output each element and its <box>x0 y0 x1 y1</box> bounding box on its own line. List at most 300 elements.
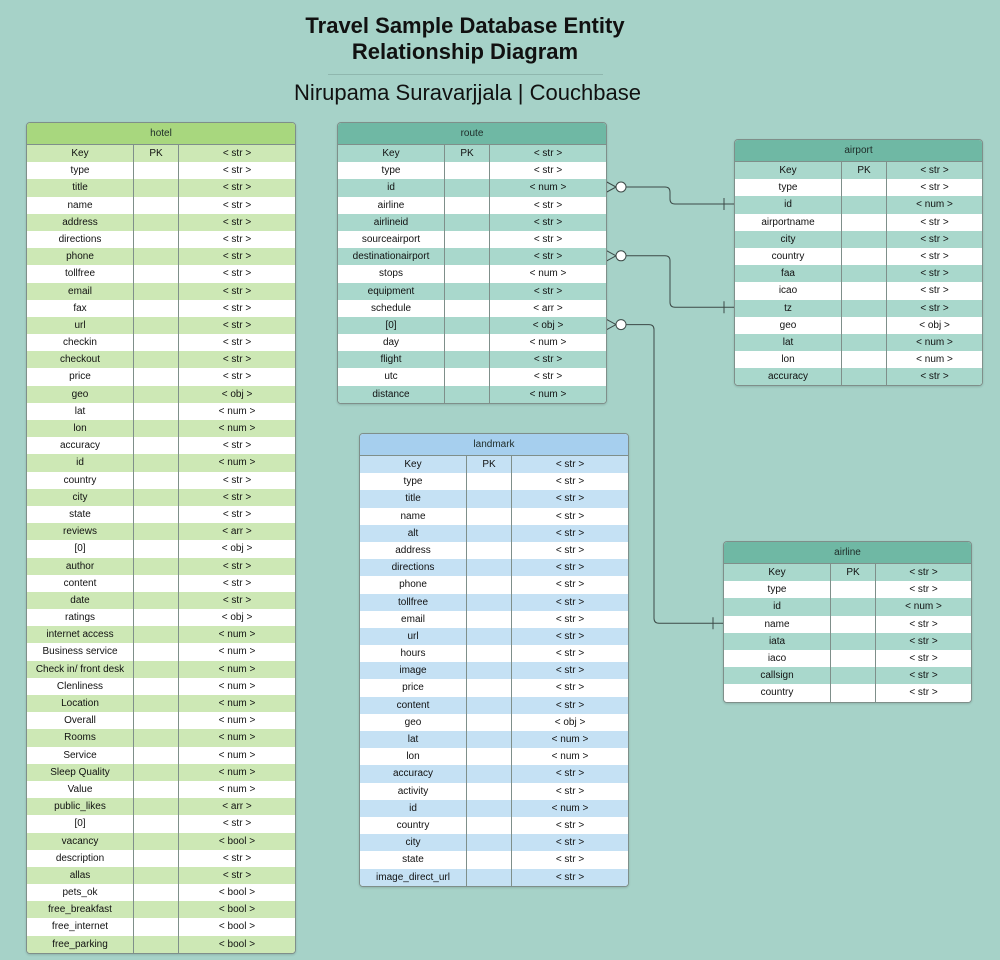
field-name: airportname <box>735 214 842 231</box>
field-name: geo <box>360 714 467 731</box>
field-pk <box>134 506 179 523</box>
table-row <box>27 265 295 282</box>
field-type: < obj > <box>221 543 253 555</box>
table-row <box>338 179 606 196</box>
field-pk <box>467 800 512 817</box>
field-pk <box>445 231 490 248</box>
field-name: city <box>735 231 842 248</box>
field-pk <box>134 351 179 368</box>
field-name: alt <box>360 525 467 542</box>
field-pk <box>467 645 512 662</box>
field-pk <box>467 731 512 748</box>
field-name: name <box>360 508 467 525</box>
field-type: < num > <box>529 337 567 349</box>
field-name: type <box>338 162 445 179</box>
table-row <box>360 628 628 645</box>
field-pk <box>134 283 179 300</box>
entity-header-hotel: hotel <box>27 123 295 145</box>
table-row <box>27 695 295 712</box>
field-pk <box>445 368 490 385</box>
table-row <box>360 731 628 748</box>
field-type: < str > <box>555 768 585 780</box>
field-name: content <box>27 575 134 592</box>
table-row <box>338 231 606 248</box>
field-name: image <box>360 662 467 679</box>
field-pk <box>831 667 876 684</box>
table-row <box>338 265 606 282</box>
field-name: iata <box>724 633 831 650</box>
field-type: < str > <box>555 527 585 539</box>
field-type: < str > <box>533 199 563 211</box>
field-pk <box>134 386 179 403</box>
table-row <box>360 748 628 765</box>
field-name: checkout <box>27 351 134 368</box>
field-type: < bool > <box>218 938 256 950</box>
table-row <box>724 598 971 615</box>
field-type: < obj > <box>221 388 253 400</box>
relationship-line <box>626 256 734 307</box>
field-name: public_likes <box>27 798 134 815</box>
field-pk <box>467 783 512 800</box>
table-row <box>27 145 295 162</box>
table-row <box>27 575 295 592</box>
field-type: < str > <box>222 319 252 331</box>
table-row <box>338 248 606 265</box>
field-pk <box>445 351 490 368</box>
field-name: pets_ok <box>27 884 134 901</box>
optional-circle <box>616 320 626 330</box>
field-type: < str > <box>222 354 252 366</box>
table-row <box>735 368 982 385</box>
field-name: id <box>724 598 831 615</box>
field-type: < str > <box>533 216 563 228</box>
field-type: < str > <box>222 285 252 297</box>
field-pk <box>467 576 512 593</box>
field-name: iaco <box>724 650 831 667</box>
field-name: Clenliness <box>27 678 134 695</box>
field-type: < str > <box>920 250 949 262</box>
field-type: < num > <box>905 601 942 613</box>
field-name: email <box>360 611 467 628</box>
table-row <box>735 334 982 351</box>
field-name: Key <box>360 456 467 473</box>
table-row <box>27 661 295 678</box>
table-row <box>360 645 628 662</box>
field-name: [0] <box>27 540 134 557</box>
field-pk <box>134 798 179 815</box>
field-type: < num > <box>218 732 256 744</box>
field-name: free_parking <box>27 936 134 953</box>
field-name: icao <box>735 282 842 299</box>
field-type: < str > <box>555 562 585 574</box>
field-name: [0] <box>27 815 134 832</box>
field-name: phone <box>360 576 467 593</box>
field-name: id <box>360 800 467 817</box>
field-pk <box>842 265 887 282</box>
table-row <box>360 765 628 782</box>
table-row <box>27 231 295 248</box>
table-row <box>27 592 295 609</box>
field-name: name <box>27 197 134 214</box>
field-type: < str > <box>920 285 949 297</box>
table-row <box>27 867 295 884</box>
field-type: < str > <box>222 233 252 245</box>
field-type: < str > <box>909 584 938 596</box>
field-pk <box>831 684 876 701</box>
table-row <box>27 678 295 695</box>
field-type: < str > <box>222 371 252 383</box>
table-row <box>735 162 982 179</box>
entity-landmark <box>359 433 629 887</box>
field-type: < str > <box>555 819 585 831</box>
field-pk <box>842 231 887 248</box>
field-pk <box>831 581 876 598</box>
field-type: < num > <box>218 715 256 727</box>
field-pk <box>134 575 179 592</box>
table-row <box>27 918 295 935</box>
field-pk <box>134 162 179 179</box>
field-type: < num > <box>218 766 256 778</box>
field-name: accuracy <box>27 437 134 454</box>
field-type: < arr > <box>222 526 252 538</box>
field-name: ratings <box>27 609 134 626</box>
field-pk <box>445 214 490 231</box>
table-row <box>360 834 628 851</box>
field-type: < obj > <box>554 716 586 728</box>
field-name: Location <box>27 695 134 712</box>
table-row <box>27 162 295 179</box>
field-pk <box>134 781 179 798</box>
field-type: < str > <box>222 440 252 452</box>
table-row <box>724 667 971 684</box>
field-type: < str > <box>533 354 563 366</box>
entity-header-route: route <box>338 123 606 145</box>
field-type: < num > <box>551 734 589 745</box>
field-pk <box>134 179 179 196</box>
field-pk <box>467 834 512 851</box>
field-pk <box>134 729 179 746</box>
table-row <box>724 581 971 598</box>
entity-rows-route <box>338 145 606 403</box>
table-row <box>27 901 295 918</box>
table-row <box>27 403 295 420</box>
field-name: id <box>735 196 842 213</box>
field-type: < num > <box>218 629 256 641</box>
table-row <box>724 633 971 650</box>
field-name: schedule <box>338 300 445 317</box>
entity-route <box>337 122 607 404</box>
field-pk <box>467 594 512 611</box>
field-type: < num > <box>916 354 953 366</box>
field-type: < str > <box>222 251 252 263</box>
field-pk: PK <box>831 564 876 581</box>
field-type: < str > <box>909 687 938 699</box>
entity-rows-landmark <box>360 456 628 886</box>
field-type: < str > <box>222 577 252 589</box>
table-row <box>735 300 982 317</box>
field-type: < str > <box>920 216 949 228</box>
table-row <box>360 714 628 731</box>
field-type: < str > <box>533 165 563 177</box>
field-name: directions <box>27 231 134 248</box>
field-type: < arr > <box>533 302 563 314</box>
field-name: description <box>27 850 134 867</box>
table-row <box>27 179 295 196</box>
field-pk <box>134 815 179 832</box>
field-pk <box>134 489 179 506</box>
field-type: < str > <box>555 648 585 660</box>
entity-rows-hotel <box>27 145 295 953</box>
field-pk <box>467 851 512 868</box>
field-pk <box>467 542 512 559</box>
field-pk <box>467 611 512 628</box>
table-row <box>27 815 295 832</box>
field-type: < str > <box>920 371 949 383</box>
table-row <box>338 368 606 385</box>
field-type: < str > <box>533 251 563 263</box>
field-name: type <box>735 179 842 196</box>
field-type: < num > <box>916 336 953 348</box>
field-pk <box>842 334 887 351</box>
field-name: url <box>360 628 467 645</box>
table-row <box>360 594 628 611</box>
table-row <box>338 300 606 317</box>
table-row <box>360 851 628 868</box>
field-type: < str > <box>222 165 252 177</box>
field-type: < str > <box>222 148 252 159</box>
field-name: url <box>27 317 134 334</box>
field-pk <box>467 508 512 525</box>
field-pk <box>134 472 179 489</box>
field-name: type <box>724 581 831 598</box>
field-pk <box>134 231 179 248</box>
field-name: Key <box>27 145 134 162</box>
field-type: < str > <box>555 871 585 883</box>
field-name: name <box>724 616 831 633</box>
field-type: < num > <box>218 457 256 469</box>
field-name: lat <box>27 403 134 420</box>
table-row <box>735 282 982 299</box>
field-name: vacancy <box>27 833 134 850</box>
field-type: < str > <box>909 567 938 578</box>
field-pk: PK <box>467 456 512 473</box>
field-name: flight <box>338 351 445 368</box>
field-type: < num > <box>218 646 256 658</box>
entity-hotel <box>26 122 296 954</box>
field-pk <box>134 368 179 385</box>
table-row <box>27 454 295 471</box>
field-name: airlineid <box>338 214 445 231</box>
table-row <box>338 162 606 179</box>
field-type: < str > <box>555 785 585 797</box>
table-row <box>27 729 295 746</box>
field-name: lat <box>735 334 842 351</box>
field-name: Check in/ front desk <box>27 661 134 678</box>
field-pk <box>134 523 179 540</box>
field-name: faa <box>735 265 842 282</box>
field-name: airline <box>338 197 445 214</box>
table-row <box>27 747 295 764</box>
field-type: < str > <box>555 665 585 677</box>
entity-header-airline: airline <box>724 542 971 564</box>
field-pk <box>134 592 179 609</box>
field-name: Key <box>735 162 842 179</box>
field-pk <box>134 747 179 764</box>
field-pk <box>134 850 179 867</box>
field-type: < str > <box>920 233 949 245</box>
field-type: < str > <box>555 459 585 470</box>
field-name: Overall <box>27 712 134 729</box>
field-pk <box>445 334 490 351</box>
table-row <box>360 697 628 714</box>
field-type: < str > <box>222 852 252 864</box>
field-name: accuracy <box>735 368 842 385</box>
diagram-subtitle: Nirupama Suravarjjala | Couchbase <box>294 80 641 105</box>
field-name: free_internet <box>27 918 134 935</box>
table-row <box>735 231 982 248</box>
field-name: lon <box>27 420 134 437</box>
field-type: < num > <box>218 783 256 795</box>
field-pk <box>445 179 490 196</box>
table-row <box>27 472 295 489</box>
table-row <box>27 368 295 385</box>
diagram-title: Travel Sample Database Entity Relationship Diagram <box>305 13 625 64</box>
field-type: < num > <box>218 698 256 709</box>
field-type: < str > <box>222 216 252 228</box>
field-pk <box>134 317 179 334</box>
optional-circle <box>616 251 626 261</box>
field-pk <box>467 748 512 765</box>
field-name: country <box>735 248 842 265</box>
table-row <box>724 650 971 667</box>
field-type: < str > <box>555 699 585 711</box>
table-row <box>338 351 606 368</box>
field-pk <box>134 300 179 317</box>
field-pk <box>831 616 876 633</box>
field-pk <box>445 317 490 334</box>
table-row <box>27 197 295 214</box>
field-pk <box>467 559 512 576</box>
field-name: directions <box>360 559 467 576</box>
field-pk <box>134 661 179 678</box>
field-pk <box>445 386 490 403</box>
field-name: tollfree <box>27 265 134 282</box>
table-row <box>27 489 295 506</box>
table-row <box>735 351 982 368</box>
field-pk <box>842 282 887 299</box>
field-type: < str > <box>555 854 585 866</box>
field-type: < str > <box>222 594 252 606</box>
field-name: Sleep Quality <box>27 764 134 781</box>
field-name: id <box>27 454 134 471</box>
field-name: Rooms <box>27 729 134 746</box>
table-row <box>27 283 295 300</box>
field-name: equipment <box>338 283 445 300</box>
field-pk <box>445 283 490 300</box>
table-row <box>27 214 295 231</box>
field-name: title <box>360 490 467 507</box>
field-name: lon <box>360 748 467 765</box>
field-name: tollfree <box>360 594 467 611</box>
field-type: < num > <box>218 749 256 761</box>
field-pk <box>842 179 887 196</box>
field-type: < str > <box>555 579 585 591</box>
field-pk <box>134 265 179 282</box>
table-row <box>338 197 606 214</box>
entity-rows-airline <box>724 564 971 702</box>
field-name: state <box>360 851 467 868</box>
table-row <box>724 684 971 701</box>
field-name: phone <box>27 248 134 265</box>
field-type: < str > <box>222 508 252 520</box>
field-type: < num > <box>529 182 567 194</box>
field-name: free_breakfast <box>27 901 134 918</box>
field-name: stops <box>338 265 445 282</box>
title-divider <box>328 74 603 75</box>
field-type: < str > <box>555 613 585 625</box>
table-row <box>735 265 982 282</box>
field-name: geo <box>735 317 842 334</box>
entity-rows-airport <box>735 162 982 385</box>
field-name: tz <box>735 300 842 317</box>
field-type: < str > <box>920 165 949 176</box>
field-type: < str > <box>533 233 563 245</box>
field-pk <box>842 214 887 231</box>
field-pk <box>831 598 876 615</box>
field-pk <box>134 918 179 935</box>
field-pk <box>134 712 179 729</box>
table-row <box>338 386 606 403</box>
field-type: < str > <box>555 682 585 694</box>
field-type: < str > <box>222 182 252 194</box>
field-pk <box>831 650 876 667</box>
relationship-line <box>626 187 734 204</box>
field-pk <box>467 714 512 731</box>
field-name: price <box>360 679 467 696</box>
field-pk <box>445 197 490 214</box>
field-name: Service <box>27 747 134 764</box>
field-pk <box>134 936 179 953</box>
field-pk <box>134 420 179 437</box>
field-name: author <box>27 558 134 575</box>
field-type: < obj > <box>532 319 564 331</box>
field-type: < str > <box>555 476 585 488</box>
table-row <box>27 712 295 729</box>
field-pk <box>134 558 179 575</box>
field-pk <box>134 764 179 781</box>
field-name: image_direct_url <box>360 869 467 886</box>
field-type: < obj > <box>221 612 253 624</box>
table-row <box>27 798 295 815</box>
field-type: < str > <box>222 199 252 211</box>
field-pk <box>134 609 179 626</box>
field-pk <box>842 351 887 368</box>
field-pk <box>445 265 490 282</box>
field-name: lat <box>360 731 467 748</box>
table-row <box>27 300 295 317</box>
table-row <box>360 679 628 696</box>
field-pk <box>134 437 179 454</box>
field-name: distance <box>338 386 445 403</box>
field-pk <box>467 817 512 834</box>
table-row <box>27 437 295 454</box>
field-pk <box>831 633 876 650</box>
field-pk <box>134 626 179 643</box>
field-type: < str > <box>222 337 252 349</box>
field-name: allas <box>27 867 134 884</box>
table-row <box>27 884 295 901</box>
field-type: < num > <box>529 268 567 280</box>
